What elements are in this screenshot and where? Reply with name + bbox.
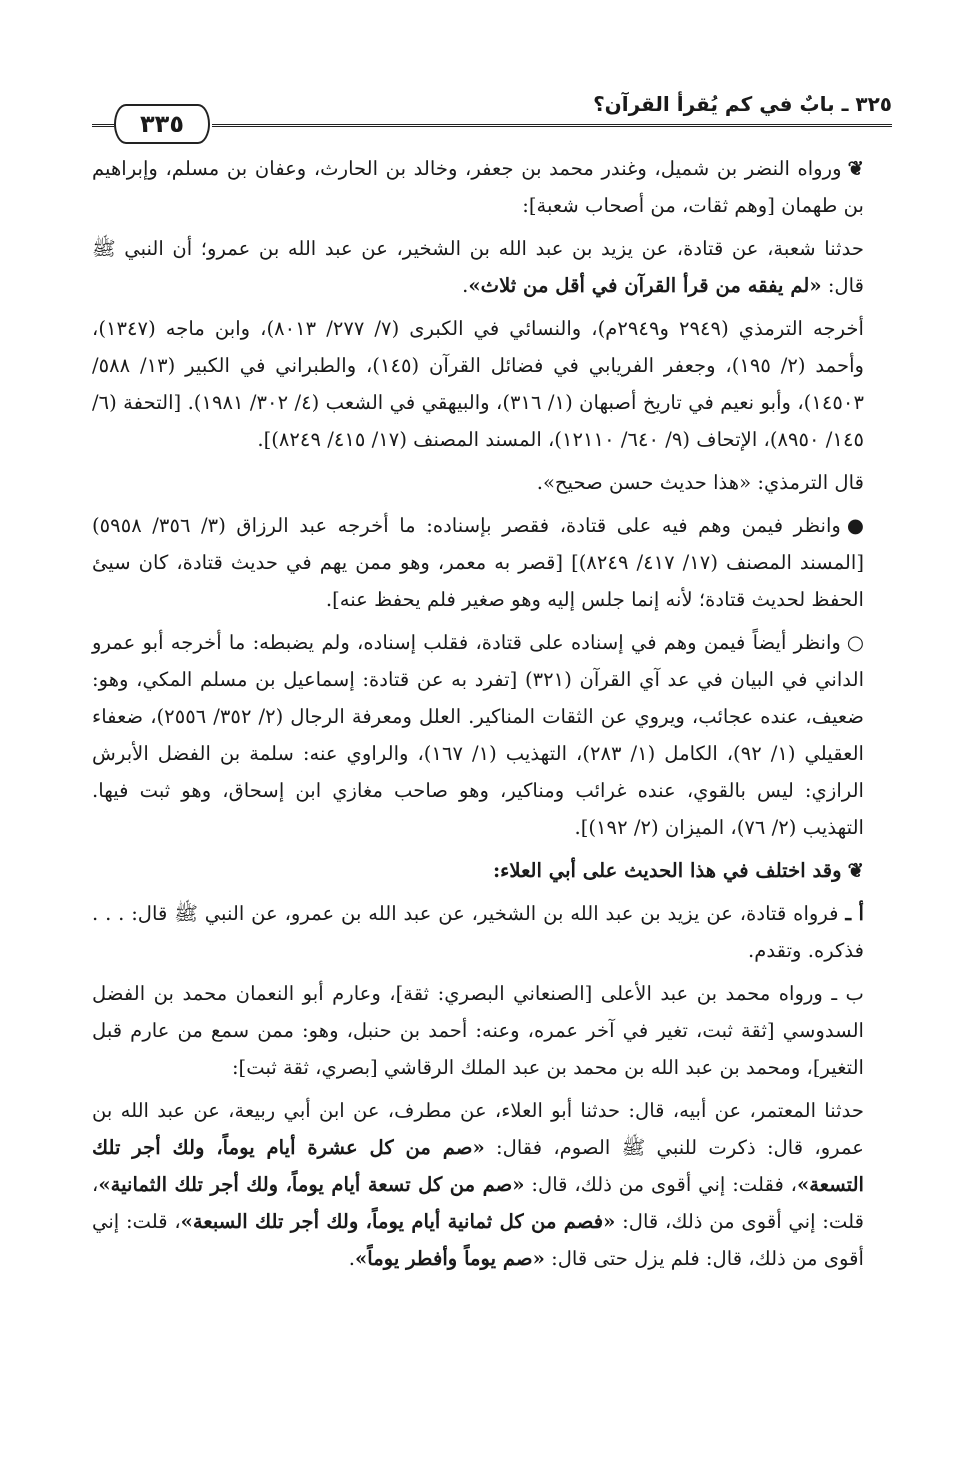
leaf-marker-icon: ❦ — [847, 859, 864, 882]
hadith-quote: «صم من كل تسعة أيام يوماً، ولك أجر تلك الثمانية» — [98, 1173, 525, 1196]
paragraph-tirmidhi-ruling: قال الترمذي: «هذا حديث حسن صحيح». — [536, 471, 864, 494]
page-number-badge — [114, 104, 210, 144]
paragraph-hadith-text: حدثنا شعبة، عن قتادة، عن يزيد بن عبد الله بن الشخير، عن عبد الله بن عمرو؛ أن النبي ﷺ قال: «لم يفقه من قرأ القرآن في أقل من ثلاث». — [92, 237, 864, 297]
page-header — [92, 82, 892, 144]
paragraph-point-b: ب ـ ورواه محمد بن عبد الأعلى [الصنعاني البصري: ثقة]، وعارم أبو النعمان محمد بن الفضل السدوسي [ثقة ثبت، تغير في آخر عمره، وعنه: أحمد بن حنبل، وهو: ممن سمع من عارم قبل التغير]، ومحمد بن عبد الله بن محمد بن عبد الملك الرقاشي [بصري، ثقة ثبت]: — [92, 982, 864, 1079]
paragraph-section-heading: ❦وقد اختلف في هذا الحديث على أبي العلاء: — [92, 852, 892, 889]
book-page — [92, 82, 892, 1452]
point-a-label: أ ـ — [845, 902, 864, 925]
paragraph-fasting-hadith: حدثنا المعتمر، عن أبيه، قال: حدثنا أبو العلاء، عن مطرف، عن ابن أبي ربيعة، عن عبد الله بن عمرو، قال: ذكرت للنبي ﷺ الصوم، فقال: «صم من كل عشرة أيام يوماً، ولك أجر تلك التسعة»، فقلت: إني أقوى من ذلك، قال: «صم من كل تسعة أيام يوماً، ولك أجر تلك الثمانية»، قلت: إني أقوى من ذلك، قال: «فصم من كل ثمانية أيام يوماً، ولك أجر تلك السبعة»، قلت: إني أقوى من ذلك، قال: فلم يزل حتى قال: «صم يوماً وأفطر يوماً». — [92, 1099, 864, 1270]
filled-circle-icon: ● — [846, 514, 864, 537]
paragraph-point-a: أ ـ فرواه قتادة، عن يزيد بن عبد الله بن الشخير، عن عبد الله بن عمرو، عن النبي ﷺ قال: . . . فذكره. وتقدم. — [92, 902, 864, 962]
page-body — [92, 150, 892, 1277]
running-title: ٣٢٥ ـ بابٌ في كم يُقرأ القرآن؟ — [593, 92, 892, 116]
hadith-quote: «لم يفقه من قرأ القرآن في أقل من ثلاث» — [468, 274, 822, 297]
hadith-quote: «صم من كل عشرة أيام يوماً، ولك أجر تلك التسعة» — [92, 1136, 864, 1196]
hadith-quote: «فصم من كل ثمانية أيام يوماً، ولك أجر تلك السبعة» — [180, 1210, 616, 1233]
leaf-marker-icon: ❦ — [847, 157, 864, 180]
hollow-circle-icon: ○ — [846, 631, 864, 654]
header-rule-right — [212, 124, 892, 127]
paragraph-note-dani: ○وانظر أيضاً فيمن وهم في إسناده على قتادة، فقلب إسناده، ولم يضبطه: ما أخرجه أبو عمرو الداني في البيان في عد آي القرآن (٣٢١) [تفرد به عن قتادة: إسماعيل بن مسلم المكي، وهو: ضعيف، عنده عجائب، ويروي عن الثقات المناكير. العلل ومعرفة الرجال (٢/ ٣٥٢/ ٢٥٥٦)، ضعفاء العقيلي (١/ ٩٢)، الكامل (١/ ٢٨٣)، التهذيب (١/ ١٦٧)، والراوي عنه: سلمة بن الفضل الأبرش الرازي: ليس بالقوي، عنده غرائب ومناكير، وهو صاحب مغازي ابن إسحاق، وهو ثبت فيها. التهذيب (٢/ ٧٦)، الميزان (٢/ ١٩٢)]. — [92, 624, 892, 846]
page-number: ٣٣٥ — [140, 110, 184, 138]
hadith-quote: «صم يوماً وأفطر يوماً» — [354, 1247, 545, 1270]
paragraph-narrators: ❦ورواه النضر بن شميل، وغندر محمد بن جعفر، وخالد بن الحارث، وعفان بن مسلم، وإبراهيم بن طهمان [وهم ثقات، من أصحاب شعبة]: — [92, 150, 892, 224]
paragraph-takhrij: أخرجه الترمذي (٢٩٤٩ و٢٩٤٩م)، والنسائي في الكبرى (٧/ ٢٧٧/ ٨٠١٣)، وابن ماجه (١٣٤٧)، وأحمد (٢/ ١٩٥)، وجعفر الفريابي في فضائل القرآن (١٤٥)، والطبراني في الكبير (١٣/ ٥٨٨/ ١٤٥٠٣)، وأبو نعيم في تاريخ أصبهان (١/ ٣١٦)، والبيهقي في الشعب (٤/ ٣٠٢/ ١٩٨١). [التحفة (٦/ ١٤٥/ ٨٩٥٠)، الإتحاف (٩/ ٦٤٠/ ١٢١١٠)، المسند المصنف (١٧/ ٤١٥/ ٨٢٤٩)]. — [92, 317, 864, 451]
paragraph-note-abdurrazzaq: ●وانظر فيمن وهم فيه على قتادة، فقصر بإسناده: ما أخرجه عبد الرزاق (٣/ ٣٥٦/ ٥٩٥٨) [المسند المصنف (١٧/ ٤١٧/ ٨٢٤٩)] [قصر به معمر، وهو ممن يهم في حديث قتادة، كان سيئ الحفظ لحديث قتادة؛ لأنه إنما جلس إليه وهو صغير فلم يحفظ عنه]. — [92, 507, 892, 618]
